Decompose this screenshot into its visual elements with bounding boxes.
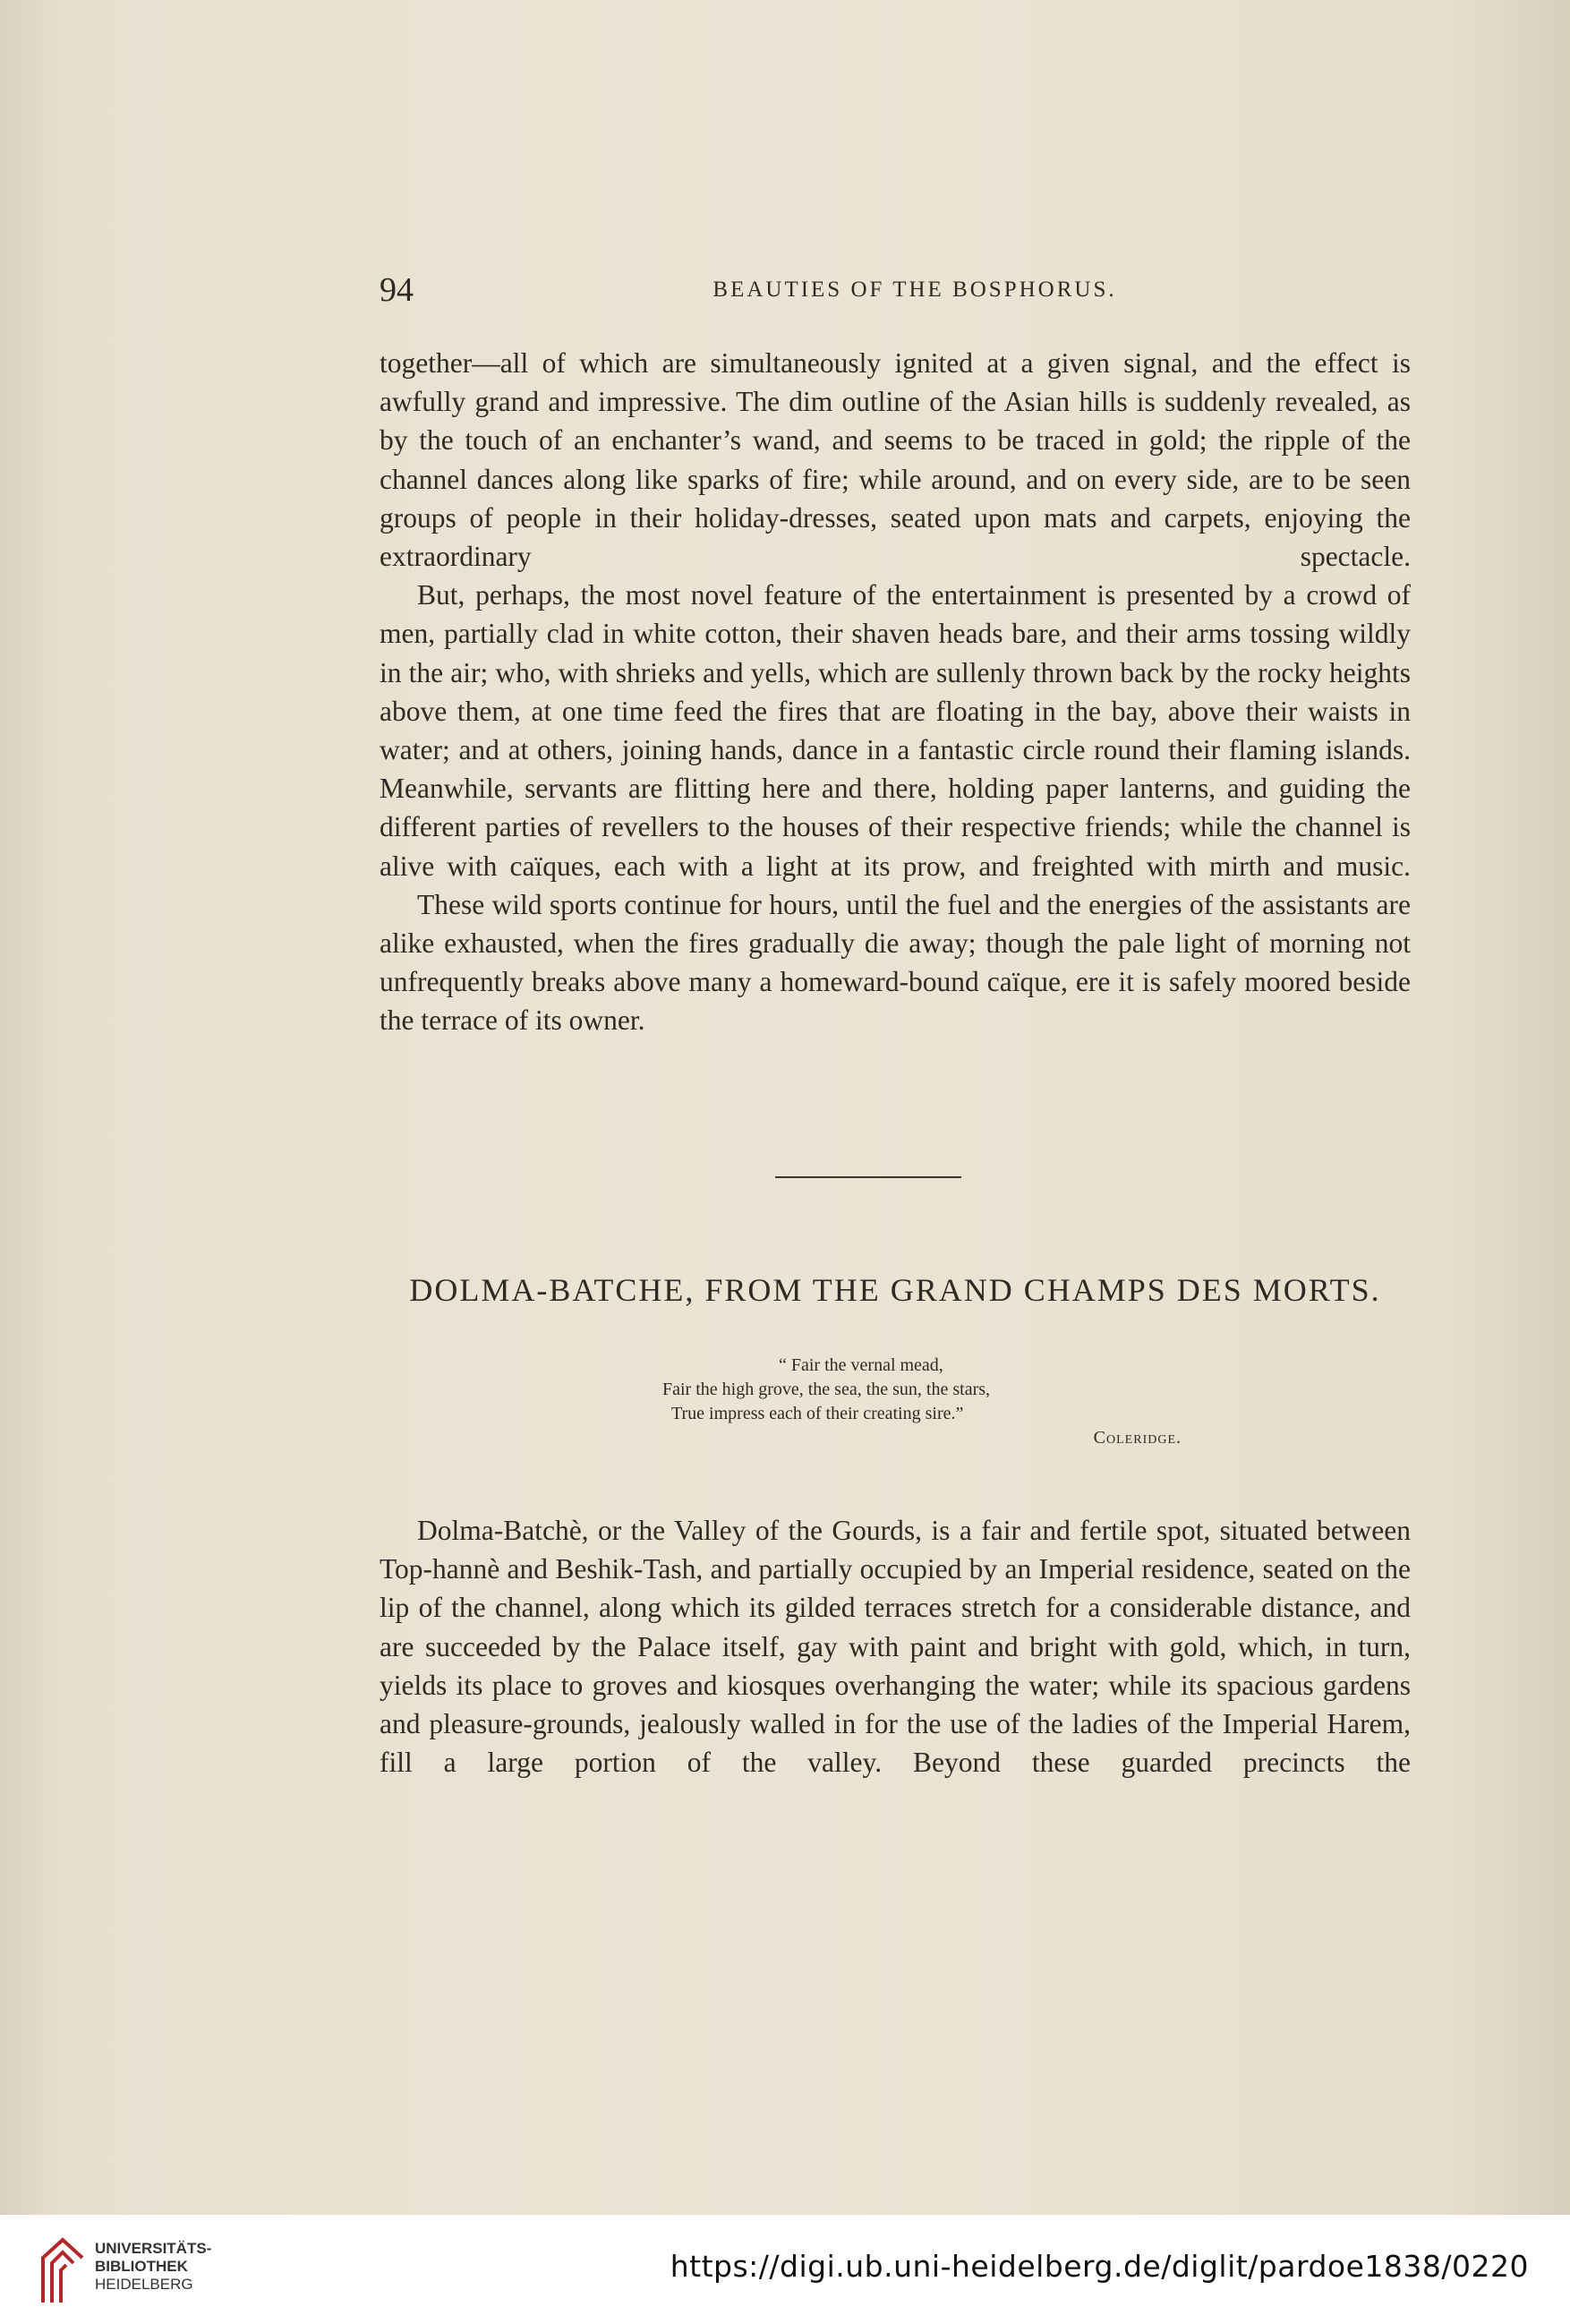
epigraph-line: True impress each of their creating sire.” — [671, 1404, 964, 1423]
section-heading: DOLMA-BATCHE, FROM THE GRAND CHAMPS DES MORTS. — [409, 1272, 1381, 1308]
source-url-link[interactable]: https://digi.ub.uni-heidelberg.de/diglit/pardoe1838/0220 — [670, 2249, 1529, 2284]
epigraph — [662, 1354, 1199, 1450]
paragraph: together—all of which are simultaneously ignited at a given signal, and the effect is awfully grand and impressive. The dim outline of the Asian hills is suddenly revealed, as by the touch of an enchanter’s wand, and seems to be traced in gold; the ripple of the channel dances along like sparks of fire; while around, and on every side, are to be seen groups of people in their holiday-dresses, seated upon mats and carpets, enjoying the extraordinary spectacle. — [380, 347, 1411, 573]
page-number: 94 — [380, 271, 414, 309]
running-head — [380, 270, 1414, 315]
footer-bar — [0, 2215, 1570, 2324]
section-divider — [775, 1176, 961, 1178]
library-logo-icon — [36, 2227, 90, 2310]
epigraph-attribution: Coleridge. — [1093, 1428, 1182, 1448]
library-name: UNIVERSITÄTS- BIBLIOTHEK HEIDELBERG — [95, 2240, 212, 2293]
paragraph: But, perhaps, the most novel feature of the entertainment is presented by a crowd of men, partially clad in white cotton, their shaven heads bare, and their arms tossing wildly in the air; who, with shrieks and yells, which are sullenly thrown back by the rocky heights above them, at one time feed the fires that are floating in the bay, above their waists in water; and at others, joining hands, dance in a fantastic circle round their flaming islands. Meanwhile, servants are flitting here and there, holding paper lanterns, and guiding the different parties of revellers to the houses of their respective friends; while the channel is alive with caïques, each with a light at its prow, and freighted with mirth and music. — [380, 579, 1411, 882]
section-body-text — [380, 1511, 1411, 1781]
body-text — [380, 344, 1411, 1040]
epigraph-line: “ Fair the vernal mead, — [779, 1355, 943, 1375]
running-title: BEAUTIES OF THE BOSPHORUS. — [712, 278, 1117, 302]
paragraph: These wild sports continue for hours, until the fuel and the energies of the assistants are alike exhausted, when the fires gradually die away; though the pale light of morning not unfrequently breaks above many a homeward-bound caïque, ere it is safely moored beside the terrace of its owner. — [380, 888, 1411, 1037]
epigraph-line: Fair the high grove, the sea, the sun, the stars, — [662, 1380, 991, 1399]
paragraph: Dolma-Batchè, or the Valley of the Gourds, is a fair and fertile spot, situated between Top-hannè and Beshik-Tash, and partially occupied by an Imperial residence, seated on the lip of the channel, along which its gilded terraces stretch for a considerable distance, and are succeeded by the Palace itself, gay with paint and bright with gold, which, in turn, yields its place to groves and kiosques overhanging the water; while its spacious gardens and pleasure-grounds, jealously walled in for the use of the ladies of the Imperial Harem, fill a large portion of the valley. Beyond these guarded precincts the — [380, 1515, 1411, 1779]
